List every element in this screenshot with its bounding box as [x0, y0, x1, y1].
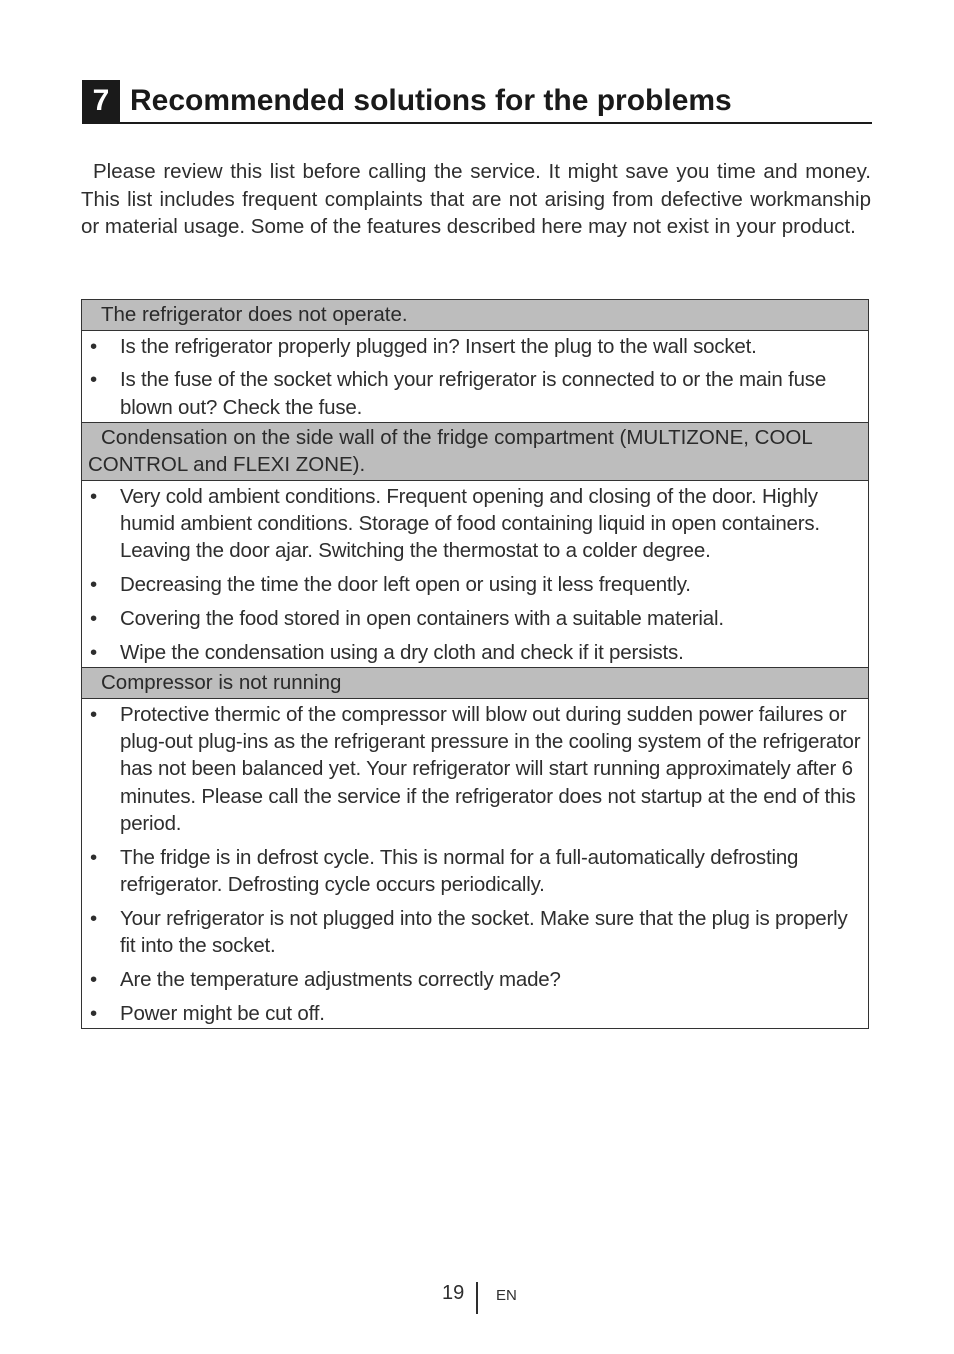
list-item-text: Protective thermic of the compressor will blow out during sudden power failures or plug-out plug-ins as the refrigerant pressure in the cooling system of the refrigerator has not been balanced yet. Your refrigerator will start running approximately after 6 minutes. Please call the service if the refrigerator does not startup at the end of this period. — [120, 702, 861, 835]
list-item-text: The fridge is in defrost cycle. This is normal for a full-automatically defrosting refrigerator. Defrosting cycle occurs periodically. — [120, 845, 799, 896]
bullet: • — [90, 573, 97, 597]
list-item-text: Are the temperature adjustments correctly made? — [120, 967, 561, 991]
list-item-text: Covering the food stored in open containers with a suitable material. — [120, 607, 724, 631]
list-item — [88, 966, 862, 993]
list-item-text: Is the fuse of the socket which your refrigerator is connected to or the main fuse blown out? Check the fuse. — [120, 368, 827, 419]
list-item-text: Wipe the condensation using a dry cloth and check if it persists. — [120, 640, 684, 664]
list-item — [88, 1000, 862, 1027]
chapter-number: 7 — [82, 80, 120, 122]
section-heading: The refrigerator does not operate. — [82, 300, 868, 331]
troubleshooting-table — [81, 299, 869, 1029]
bullet: • — [90, 906, 97, 930]
page-number: 19 — [442, 1282, 465, 1304]
list-item-text: Your refrigerator is not plugged into the socket. Make sure that the plug is properly fit into the socket. — [120, 906, 848, 958]
bullet: • — [90, 640, 97, 664]
bullet: • — [90, 607, 97, 631]
list-item — [88, 571, 862, 598]
language-code: EN — [496, 1287, 517, 1304]
bullet: • — [90, 845, 97, 869]
bullet: • — [90, 967, 97, 991]
bullet: • — [90, 702, 97, 726]
section-heading: Compressor is not running — [82, 667, 868, 699]
bullet: • — [90, 1001, 97, 1025]
list-item-text: Decreasing the time the door left open or using it less frequently. — [120, 573, 691, 597]
intro-paragraph: Please review this list before calling the service. It might save you time and money. This list includes frequent complaints that are not arising from defective workmanship or material usage. Some of the features described here may not exist in your product. — [81, 160, 871, 238]
list-item-text: Very cold ambient conditions. Frequent opening and closing of the door. Highly humid ambient conditions. Storage of food containing liquid in open containers. Leaving the door ajar. Switching the thermostat to a colder degree. — [120, 484, 820, 563]
page-footer — [0, 1280, 954, 1316]
section-body — [82, 331, 868, 422]
section-body — [82, 481, 868, 667]
section-heading: Condensation on the side wall of the fridge compartment (MULTIZONE, COOL CONTROL and FLEXI ZONE). — [82, 422, 868, 481]
list-item — [88, 366, 862, 421]
list-item — [88, 905, 862, 960]
footer-divider — [476, 1282, 478, 1314]
list-item — [88, 333, 862, 360]
list-item-text: Power might be cut off. — [120, 1001, 325, 1025]
page-title: Recommended solutions for the problems — [130, 84, 732, 117]
bullet: • — [90, 368, 97, 392]
bullet: • — [90, 334, 97, 358]
list-item-text: Is the refrigerator properly plugged in? Insert the plug to the wall socket. — [120, 334, 757, 358]
list-item — [88, 483, 862, 565]
list-item — [88, 605, 862, 632]
list-item — [88, 701, 862, 837]
chapter-heading — [82, 80, 872, 124]
list-item — [88, 639, 862, 666]
bullet: • — [90, 484, 97, 508]
section-body — [82, 699, 868, 1028]
list-item — [88, 844, 862, 899]
